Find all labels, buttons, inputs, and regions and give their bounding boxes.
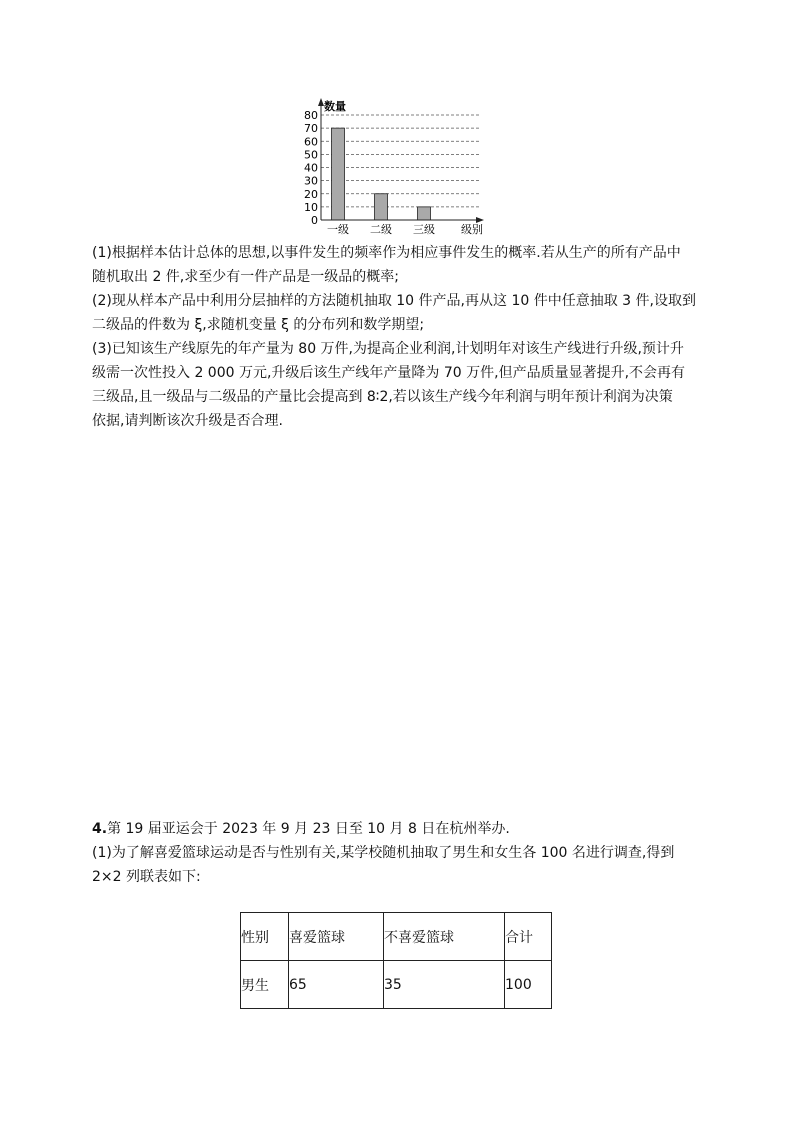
problem3-line: 依据,请判断该次升级是否合理. [92, 413, 283, 429]
table-cell: 男生 [241, 961, 289, 1009]
table-row [241, 961, 552, 1009]
problem3-line: (3)已知该生产线原先的年产量为 80 万件,为提高企业利润,计划明年对该生产线进行升级,预计升 [92, 341, 684, 357]
x-tick-label: 三级 [413, 223, 435, 236]
table-cell: 100 [505, 961, 552, 1009]
problem3-text [92, 241, 712, 433]
y-tick-labels [304, 109, 318, 227]
grid-lines [321, 115, 481, 207]
problem3-line: (1)根据样本估计总体的思想,以事件发生的频率作为相应事件发生的概率.若从生产的所有产品中 [92, 245, 681, 261]
y-tick-label: 60 [304, 135, 318, 149]
bars [332, 128, 431, 220]
bar [375, 194, 388, 220]
y-tick-label: 50 [304, 148, 318, 162]
problem4-title-text: 第 19 届亚运会于 2023 年 9 月 23 日至 10 月 8 日在杭州举办. [107, 821, 510, 837]
table-header-cell: 喜爱篮球 [289, 913, 384, 961]
contingency-table [240, 912, 552, 1009]
problem3-line: 三级品,且一级品与二级品的产量比会提高到 8∶2,若以该生产线今年利润与明年预计利润为决策 [92, 389, 673, 405]
problem3-line: 级需一次性投入 2 000 万元,升级后该生产线年产量降为 70 万件,但产品质量显著提升,不会再有 [92, 365, 686, 381]
y-axis-label: 数量 [324, 100, 346, 113]
y-tick-label: 80 [304, 109, 318, 122]
problem-number: 4. [92, 821, 108, 837]
table-header-cell: 性别 [241, 913, 289, 961]
bar [418, 207, 431, 220]
table-header-row [241, 913, 552, 961]
y-tick-label: 30 [304, 174, 318, 188]
x-tick-label: 一级 [327, 223, 349, 236]
y-tick-label: 10 [304, 200, 318, 214]
bar-chart [296, 94, 496, 236]
x-axis-label: 级别 [461, 223, 483, 236]
bar [332, 128, 345, 220]
table-cell: 35 [384, 961, 505, 1009]
problem4-title [92, 817, 712, 841]
y-tick-label: 20 [304, 187, 318, 201]
x-tick-label: 二级 [370, 223, 392, 236]
problem4-text [92, 817, 712, 889]
y-tick-label: 0 [311, 214, 318, 227]
problem3-line: (2)现从样本产品中利用分层抽样的方法随机抽取 10 件产品,再从这 10 件中任意抽取 3 件,设取到 [92, 293, 696, 309]
table-header-cell: 不喜爱篮球 [384, 913, 505, 961]
problem3-line: 二级品的件数为 ξ,求随机变量 ξ 的分布列和数学期望; [92, 317, 425, 333]
problem4-line: 2×2 列联表如下: [92, 869, 201, 885]
table-cell: 65 [289, 961, 384, 1009]
x-tick-labels [327, 223, 435, 236]
y-tick-label: 70 [304, 122, 318, 136]
problem4-line: (1)为了解喜爱篮球运动是否与性别有关,某学校随机抽取了男生和女生各 100 名进行调查,得到 [92, 845, 675, 861]
table-header-cell: 合计 [505, 913, 552, 961]
y-tick-label: 40 [304, 161, 318, 175]
problem3-line: 随机取出 2 件,求至少有一件产品是一级品的概率; [92, 269, 399, 285]
